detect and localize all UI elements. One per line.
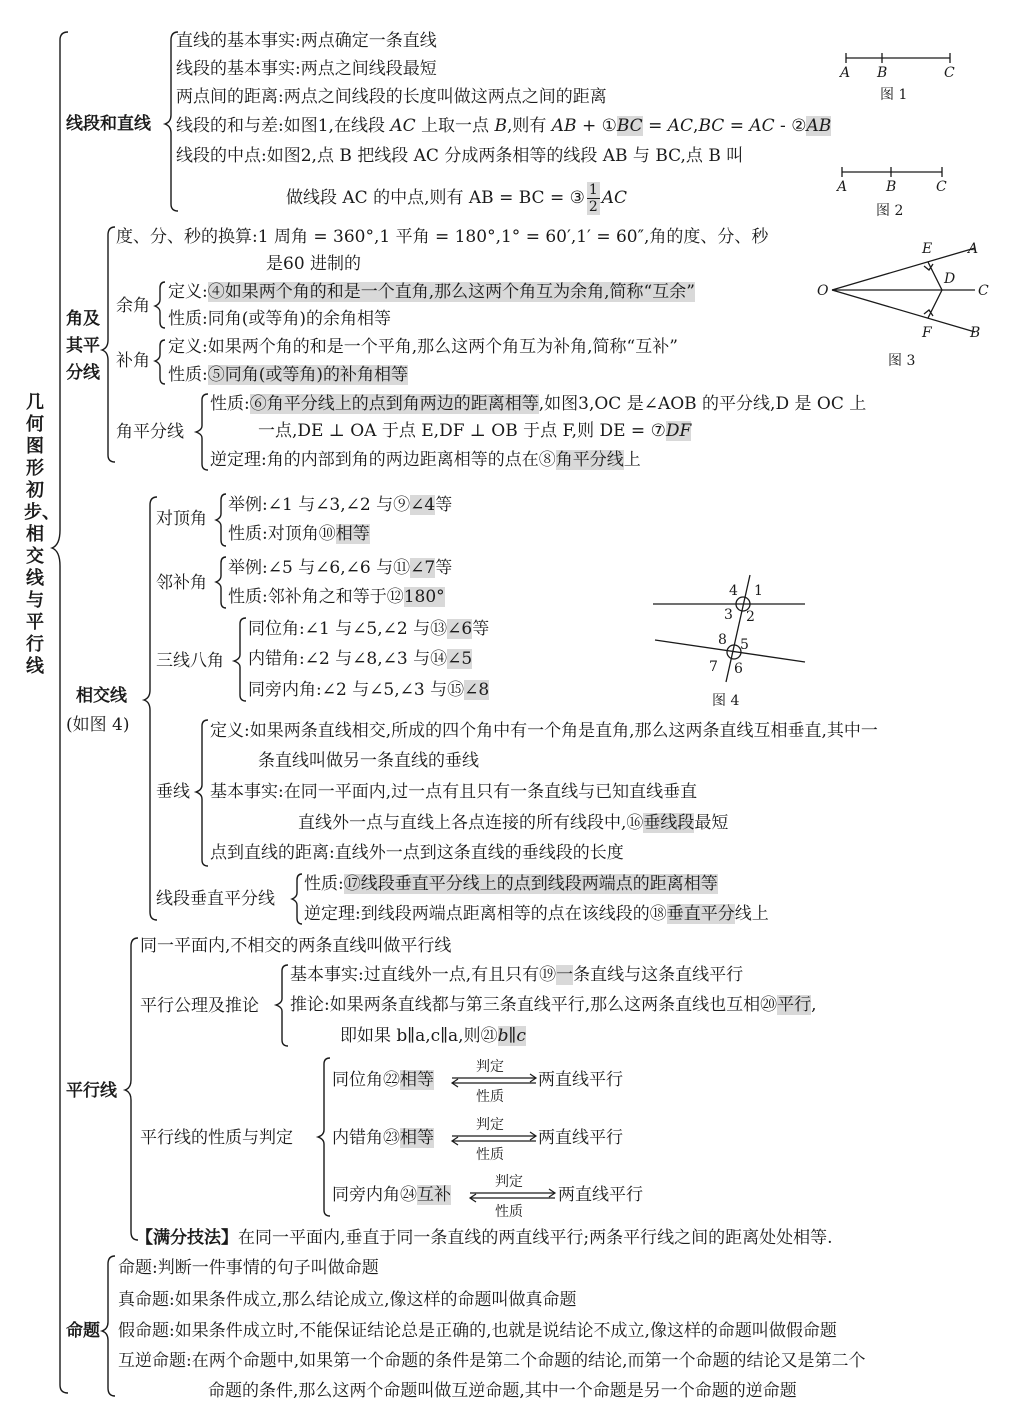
line-fact: 直线的基本事实:两点确定一条直线 <box>176 31 437 51</box>
answer-15: ∠8 <box>464 680 490 700</box>
midpoint-def: 线段的中点:如图2,点 B 把线段 AC 分成两条相等的线段 AB 与 BC,点 B 叫 <box>176 146 744 166</box>
segment-fact: 线段的基本事实:两点之间线段最短 <box>176 59 437 79</box>
answer-13: ∠6 <box>447 619 473 639</box>
answer-17: ⑰线段垂直平分线上的点到线段两端点的距离相等 <box>343 874 718 894</box>
perp-bisector-inverse: 逆定理:到线段两端点距离相等的点在该线段的⑱垂直平分线上 <box>304 904 769 924</box>
answer-8: 角平分线 <box>555 450 624 470</box>
perpendicular-label: 垂线 <box>156 782 190 802</box>
section-label-angles-3: 分线 <box>66 363 100 383</box>
perpendicular-def-2: 条直线叫做另一条直线的垂线 <box>258 751 479 771</box>
fig1-label-a: A <box>840 65 851 81</box>
perp-bisector-prop: 性质:⑰线段垂直平分线上的点到线段两端点的距离相等 <box>304 874 718 894</box>
section-label-parallel: 平行线 <box>66 1081 117 1101</box>
fig2-label-c: C <box>936 179 947 195</box>
figure-3 <box>832 248 975 332</box>
parallel-axiom-label: 平行公理及推论 <box>140 996 259 1016</box>
answer-19: 一 <box>556 965 574 985</box>
complement-label: 余角 <box>116 296 150 316</box>
rule-interior: 同旁内角㉔互补 <box>332 1185 451 1205</box>
sec5-brace <box>102 1256 115 1396</box>
answer-12: 180° <box>403 587 445 607</box>
judge-label-2: 判定 <box>476 1117 504 1133</box>
answer-11: ∠7 <box>410 558 436 578</box>
perpendicular-def: 定义:如果两条直线相交,所成的四个角中有一个角是直角,那么这两条直线互相垂直,其中一 <box>210 721 878 741</box>
fig2-label-b: B <box>886 179 897 195</box>
fig4-angle-6: 6 <box>734 661 743 677</box>
fig3-label-e: E <box>922 241 933 257</box>
true-proposition: 真命题:如果条件成立,那么结论成立,像这样的命题叫做真命题 <box>118 1290 577 1310</box>
section-label-lines: 线段和直线 <box>66 114 151 134</box>
fig3-label-a: A <box>968 241 979 257</box>
section-label-angles-2: 其平 <box>66 336 100 356</box>
section-label-intersect-sub: (如图 4) <box>66 715 130 735</box>
answer-5: ⑤同角(或等角)的补角相等 <box>207 365 408 385</box>
supplement-label: 补角 <box>116 351 150 371</box>
fig2-caption: 图 2 <box>876 203 904 219</box>
main-brace <box>52 32 68 1393</box>
fig4-angle-5: 5 <box>740 637 749 653</box>
adjacent-angle-example: 举例:∠5 与∠6,∠6 与⑪∠7等 <box>228 558 453 578</box>
fig4-angle-2: 2 <box>746 609 755 625</box>
midpoint-formula: 做线段 AC 的中点,则有 AB = BC = ③ $\frac{1}{2}$ AC <box>286 182 628 215</box>
section-label-intersect: 相交线 <box>76 686 127 706</box>
vertical-angle-label: 对顶角 <box>156 509 207 529</box>
section-label-angles-1: 角及 <box>66 309 100 329</box>
answer-21: b∥c <box>497 1026 526 1046</box>
perpendicular-shortest: 直线外一点与直线上各点连接的所有线段中,⑯垂线段最短 <box>298 813 729 833</box>
section-label-proposition: 命题 <box>66 1321 100 1341</box>
judge-label-1: 判定 <box>476 1059 504 1075</box>
chapter-title: 几何图形初步、相交线与平行线 <box>24 392 60 677</box>
degree-conversion-2: 是60 进制的 <box>266 254 362 274</box>
fig3-caption: 图 3 <box>888 353 916 369</box>
answer-7: DF <box>665 421 692 441</box>
fig4-angle-3: 3 <box>724 607 733 623</box>
answer-22: 相等 <box>400 1070 434 1090</box>
vertical-angle-prop: 性质:对顶角⑩相等 <box>228 524 370 544</box>
bisector-label: 角平分线 <box>116 422 184 442</box>
answer-18: 垂直平分 <box>666 904 735 924</box>
fig3-label-c: C <box>978 283 989 299</box>
prop-label-3: 性质 <box>495 1204 523 1220</box>
judge-label-3: 判定 <box>495 1174 523 1190</box>
fig2-label-a: A <box>837 179 848 195</box>
corresponding-angles: 同位角:∠1 与∠5,∠2 与⑬∠6等 <box>248 619 490 639</box>
fig3-label-o: O <box>817 283 829 299</box>
fig1-caption: 图 1 <box>880 87 908 103</box>
point-line-distance: 点到直线的距离:直线外一点到这条直线的垂线段的长度 <box>210 843 624 863</box>
rule-alternate: 内错角㉓相等 <box>332 1128 434 1148</box>
result-3: 两直线平行 <box>558 1185 643 1205</box>
fig4-angle-8: 8 <box>718 632 727 648</box>
parallel-axiom: 基本事实:过直线外一点,有且只有⑲一条直线与这条直线平行 <box>290 965 744 985</box>
alternate-angles: 内错角:∠2 与∠8,∠3 与⑭∠5 <box>248 649 473 669</box>
answer-23: 相等 <box>400 1128 434 1148</box>
supplement-def: 定义:如果两个角的和是一个平角,那么这两个角互为补角,简称“互补” <box>168 337 678 357</box>
answer-10: 相等 <box>335 524 370 544</box>
degree-conversion: 度、分、秒的换算:1 周角 = 360°,1 平角 = 180°,1° = 60′,1′ = 60″,角的度、分、秒 <box>116 227 769 247</box>
figure-1 <box>846 53 950 63</box>
three-lines-label: 三线八角 <box>156 651 224 671</box>
tip: 【满分技法】在同一平面内,垂直于同一条直线的两直线平行;两条平行线之间的距离处处相等. <box>136 1228 833 1248</box>
answer-4: ④如果两个角的和是一个直角,那么这两个角互为余角,简称“互余” <box>207 282 695 302</box>
parallel-inference-2: 即如果 b∥a,c∥a,则㉑b∥c <box>340 1026 526 1046</box>
converse-proposition: 互逆命题:在两个命题中,如果第一个命题的条件是第二个命题的结论,而第一个命题的结论又是第二个 <box>118 1351 866 1371</box>
fig4-angle-7: 7 <box>709 659 718 675</box>
false-proposition: 假命题:如果条件成立时,不能保证结论总是正确的,也就是说结论不成立,像这样的命题叫做假命题 <box>118 1321 837 1341</box>
complement-prop: 性质:同角(或等角)的余角相等 <box>168 309 391 329</box>
result-2: 两直线平行 <box>538 1128 623 1148</box>
distance-def: 两点间的距离:两点之间线段的长度叫做这两点之间的距离 <box>176 87 607 107</box>
fig3-label-b: B <box>970 325 981 341</box>
converse-proposition-2: 命题的条件,那么这两个命题叫做互逆命题,其中一个命题是另一个命题的逆命题 <box>208 1381 797 1401</box>
prop-label-2: 性质 <box>476 1147 504 1163</box>
bisector-inverse: 逆定理:角的内部到角的两边距离相等的点在⑧角平分线上 <box>210 450 641 470</box>
fig1-label-b: B <box>877 65 888 81</box>
bisector-prop-2: 一点,DE ⊥ OA 于点 E,DF ⊥ OB 于点 F,则 DE = ⑦DF <box>258 421 692 441</box>
fig4-angle-1: 1 <box>754 583 763 599</box>
segment-sum-diff: 线段的和与差:如图1,在线段 AC 上取一点 B,则有 AB + ①BC = AC,BC = AC - ②AB <box>176 116 832 136</box>
proposition-def: 命题:判断一件事情的句子叫做命题 <box>118 1258 379 1278</box>
answer-1: BC <box>616 116 643 136</box>
answer-2: AB <box>806 116 832 136</box>
fig3-label-d: D <box>944 271 956 287</box>
parallel-inference: 推论:如果两条直线都与第三条直线平行,那么这两条直线也互相⑳平行, <box>290 995 817 1015</box>
answer-6: ⑥角平分线上的点到角两边的距离相等 <box>249 394 539 414</box>
fig4-angle-4: 4 <box>729 583 738 599</box>
perpendicular-basic: 基本事实:在同一平面内,过一点有且只有一条直线与已知直线垂直 <box>210 782 698 802</box>
answer-3: $\frac{1}{2}$ <box>588 182 598 215</box>
bisector-prop: 性质:⑥角平分线上的点到角两边的距离相等,如图3,OC 是∠AOB 的平分线,D 是 OC 上 <box>210 394 867 414</box>
adjacent-angle-prop: 性质:邻补角之和等于⑫180° <box>228 587 445 607</box>
complement-def: 定义:④如果两个角的和是一个直角,那么这两个角互为余角,简称“互余” <box>168 282 695 302</box>
rule-corresponding: 同位角㉒相等 <box>332 1070 434 1090</box>
answer-9: ∠4 <box>410 495 436 515</box>
sec4-brace <box>125 938 138 1240</box>
answer-24: 互补 <box>417 1185 451 1205</box>
sec3-brace <box>144 497 157 920</box>
parallel-prop-label: 平行线的性质与判定 <box>140 1128 293 1148</box>
fig3-label-f: F <box>922 325 932 341</box>
perp-bisector-label: 线段垂直平分线 <box>156 889 275 909</box>
answer-20: 平行 <box>777 995 812 1015</box>
parallel-def: 同一平面内,不相交的两条直线叫做平行线 <box>140 936 452 956</box>
adjacent-angle-label: 邻补角 <box>156 573 207 593</box>
interior-angles: 同旁内角:∠2 与∠5,∠3 与⑮∠8 <box>248 680 490 700</box>
answer-16: 垂线段 <box>643 813 695 833</box>
answer-14: ∠5 <box>447 649 473 669</box>
prop-label-1: 性质 <box>476 1089 504 1105</box>
fig1-label-c: C <box>944 65 955 81</box>
result-1: 两直线平行 <box>538 1070 623 1090</box>
vertical-angle-example: 举例:∠1 与∠3,∠2 与⑨∠4等 <box>228 495 453 515</box>
sec2-brace <box>102 227 115 462</box>
fig4-caption: 图 4 <box>712 693 740 709</box>
supplement-prop: 性质:⑤同角(或等角)的补角相等 <box>168 365 408 385</box>
